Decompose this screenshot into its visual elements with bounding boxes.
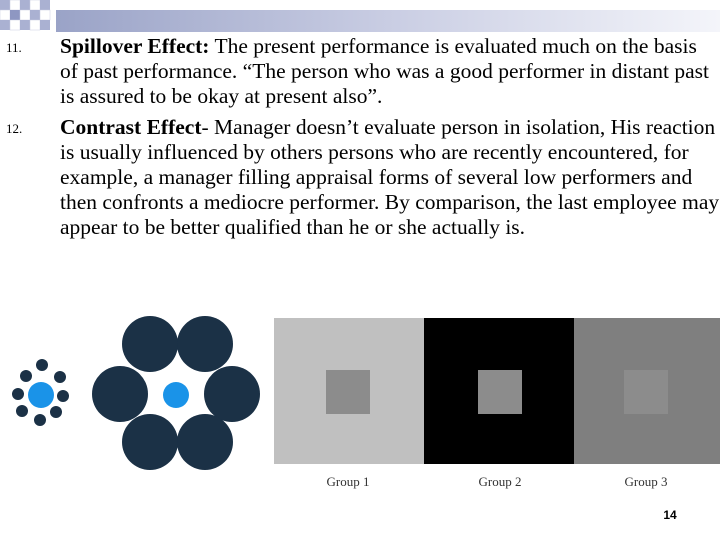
item-body: The present performance is evaluated much on the basis of past performance. “The person who was a good performer in distant past is assured to be okay at present also”. <box>60 34 709 108</box>
group-label: Group 2 <box>478 474 522 489</box>
surround-circle <box>54 371 66 383</box>
item-number: 11. <box>6 40 22 55</box>
group-panel-3 <box>574 318 720 464</box>
item-title: Spillover Effect: <box>60 34 210 58</box>
item-body: - Manager doesn’t evaluate person in isolation, His reaction is usually influenced by others persons who are recently encountered, for example, a manager filling appraisal forms of several low performers and then confronts a mediocre performer. By comparison, the last employee may appear to be better qualified than he or she actually is. <box>60 115 720 239</box>
item-text <box>60 115 720 240</box>
group-label: Group 3 <box>624 474 668 489</box>
center-circle-large-surround <box>163 382 189 408</box>
item-number: 12. <box>6 121 23 136</box>
item-text <box>60 34 720 109</box>
gray-square <box>624 370 668 414</box>
surround-circle <box>204 366 260 422</box>
surround-circle <box>12 388 24 400</box>
surround-circle <box>57 390 69 402</box>
group-panel-1 <box>274 318 424 464</box>
gray-square <box>326 370 370 414</box>
small-surround-group <box>12 359 69 426</box>
surround-circle <box>34 414 46 426</box>
surround-circle <box>177 316 233 372</box>
surround-circle <box>177 414 233 470</box>
ebbinghaus-illusion-figure <box>0 300 270 480</box>
surround-circle <box>36 359 48 371</box>
surround-circle <box>122 316 178 372</box>
center-circle-small-surround <box>28 382 54 408</box>
group-label: Group 1 <box>326 474 370 489</box>
group-panel-2 <box>424 318 574 464</box>
surround-circle <box>122 414 178 470</box>
contrast-groups-figure <box>274 318 720 464</box>
gray-square <box>478 370 522 414</box>
surround-circle <box>50 406 62 418</box>
surround-circle <box>20 370 32 382</box>
large-surround-group <box>92 316 260 470</box>
page-number: 14 <box>663 508 677 522</box>
surround-circle <box>16 405 28 417</box>
item-title: Contrast Effect <box>60 115 202 139</box>
decorative-checker-pattern <box>0 0 720 36</box>
surround-circle <box>92 366 148 422</box>
